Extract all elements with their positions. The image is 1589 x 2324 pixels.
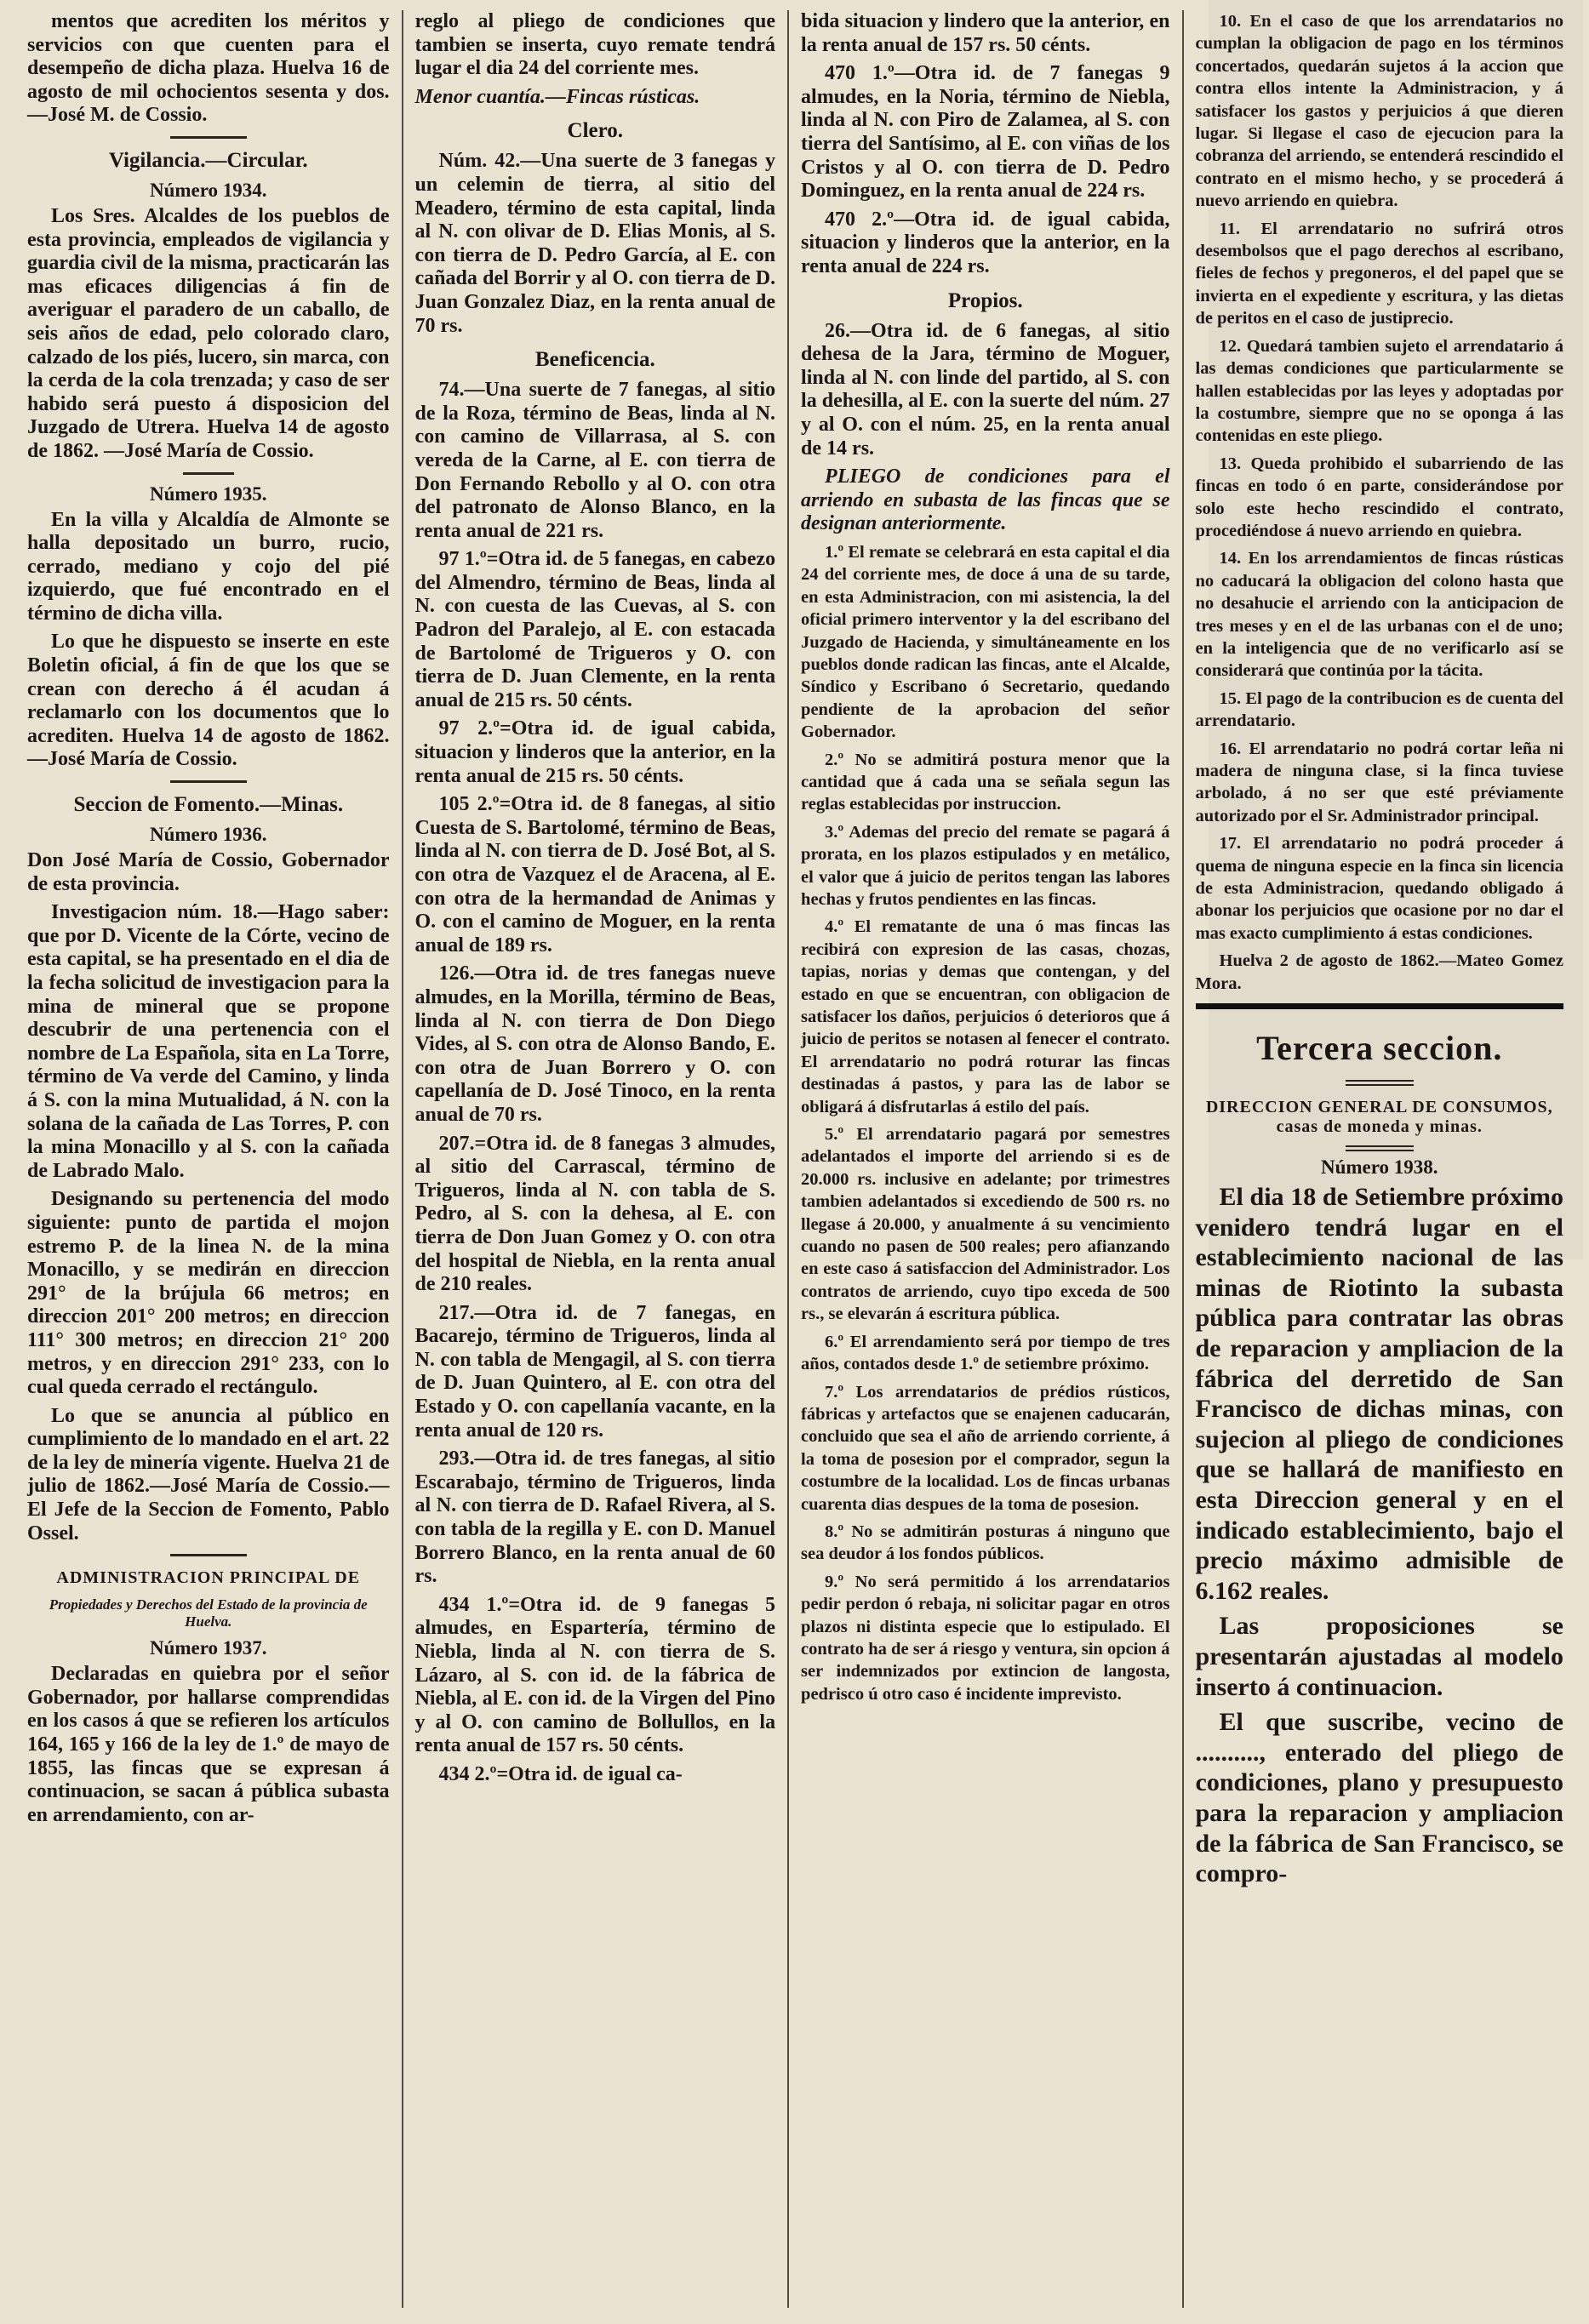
finca-293: 293.—Otra id. de tres fanegas, al sitio Escarabajo, término de Trigueros, linda al N. con tierra de D. Rafael Rivera, al S. con tabla de la regilla y E. con D. Manuel Borrero Blanco, en la renta anual de 60 rs. [414,1448,776,1588]
column-2 [403,10,788,2308]
heading-clero: Clero. [567,119,624,143]
condition-14: 14. En los arrendamientos de fincas rústicas no caducará la obligacion del colono hasta que no desahucie el arriendo con la anticipacion de tres meses y en el de las urbanas con el de uno; en la inteligencia que de no verificarlo así se considerará que continúa por la tácita. [1195,549,1563,681]
heading-propios: Propios. [947,288,1023,312]
finca-434-1: 434 1.º=Otra id. de 9 fanegas 5 almudes, en Espartería, término de Niebla, linda al N. con tierra de S. Lázaro, al S. con id. de la fábrica de Niebla, al E. con id. de la Virgen del Pino y al O. con camino de Bollullos, en la renta anual de 157 rs. 50 cénts. [414,1593,776,1757]
condition-3: 3.º Ademas del precio del remate se pagará á prorata, en los plazos estipulados y en metálico, el valor que á juicio de peritos tengan las labores hechas y frutos pendientes en las fincas. [801,822,1170,909]
finca-217: 217.—Otra id. de 7 fanegas, en Bacarejo, término de Trigueros, linda al N. con tabla de Mengagil, al S. con tierra de D. Juan Quintero, al E. con otra del Estado y O. con capellanía vacante, en la renta anual de 120 rs. [414,1301,776,1442]
notice-1937: Declaradas en quiebra por el señor Gobernador, por hallarse comprendidas en los casos á que se refieren los artículos 164, 165 y 166 de la ley de 1.º de mayo de 1855, las fincas que se expresan á continuacion, se sacan á pública subasta en arrendamiento, con ar- [27,1663,390,1826]
col3-intro: bida situacion y lindero que la anterior, en la renta anual de 157 rs. 50 cénts. [801,10,1170,56]
number-1938: Número 1938. [1320,1156,1438,1179]
condition-4: 4.º El rematante de una ó mas fincas las recibirá con expresion de las casas, chozas, tapias, norias y demas que contengan, y del estado en que se encuentran, con obligacion de satisfacer los daños, perjuicios ó deterioros que á juicio de peritos se notasen al fenecer el contrato. El arrendatario no podrá roturar las fincas destinadas á pastos, y para las de labor se obligará á disfrutarlas á estilo del país. [801,917,1170,1116]
signature-line: Huelva 2 de agosto de 1862.—Mateo Gomez Mora. [1195,951,1563,993]
notice-1935-b: Lo que he dispuesto se inserte en este Boletin oficial, á fin de que los que se crean con derecho á él acudan á reclamarlo con los documentos que lo acrediten. Huelva 14 de agosto de 1862.—José María de Cossio. [27,631,390,771]
condition-6: 6.º El arrendamiento será por tiempo de tres años, contados desde 1.º de setiembre próximo. [801,1332,1170,1374]
section-rule [1196,1003,1563,1009]
finca-470-2: 470 2.º—Otra id. de igual cabida, situacion y linderos que la anterior, en la renta anual de 224 rs. [801,208,1170,277]
double-rule [1346,1145,1414,1151]
column-rule [787,10,789,2308]
condition-7: 7.º Los arrendatarios de prédios rústicos, fábricas y artefactos que se enajenen caducarán, concluido que sea el año de arriendo corriente, á la toma de posesion por el comprador, segun la costumbre de la localidad. Los de fincas urbanas cuarenta dias despues de la toma de posesion. [801,1382,1170,1514]
notice-1934: Los Sres. Alcaldes de los pueblos de esta provincia, empleados de vigilancia y guardia civil de la misma, practicarán las mas eficaces diligencias á fin de averiguar el paradero de un caballo, de seis años de edad, pelo colorado claro, calzado de los piés, lucero, sin marca, con la cerda de la cola trenzada; y caso de ser habido será puesto á disposicion del Juzgado de Utrera. Huelva 14 de agosto de 1862. —José María de Cossio. [27,204,390,462]
menor-cuantia: Menor cuantía.—Fincas rústicas. [414,85,700,108]
number-1934: Número 1934. [149,179,267,201]
column-rule [402,10,403,2308]
notice-1938-b: Las proposiciones se presentarán ajustadas al modelo inserto á continuacion. [1195,1612,1563,1701]
heading-tercera-seccion: Tercera seccion. [1256,1029,1503,1068]
heading-vigilancia: Vigilancia.—Circular. [108,148,308,172]
condition-9: 9.º No será permitido á los arrendatarios pedir perdon ó rebaja, ni solicitar pagar en otros plazos ni distinta especie que lo estipulado. El contrato ha de ser á riesgo y ventura, sin opcion á ser indemnizados por extincion de langosta, pedrisco ú otro caso é incidente imprevisto. [801,1572,1170,1704]
condition-1: 1.º El remate se celebrará en esta capital el dia 24 del corriente mes, de doce á una de su tarde, en esta Administracion, con mi asistencia, la del oficial primero interventor y la del escribano del Juzgado de Hacienda, y simultáneamente en los pueblos donde radican las fincas, ante el Alcalde, Síndico y Escribano ó Secretario, quedando pendiente de la aprobacion del señor Gobernador. [801,542,1170,742]
finca-42: Núm. 42.—Una suerte de 3 fanegas y un celemin de tierra, al sitio del Meadero, término de esta capital, linda al N. con olivar de D. Elias Monis, al S. con tierra de D. Pedro García, al E. con cañada del Borrir y al O. con tierra de D. Juan Gonzalez Diaz, en la renta anual de 70 rs. [414,150,776,337]
finca-207: 207.=Otra id. de 8 fanegas 3 almudes, al sitio del Carrascal, término de Trigueros, linda al N. con tabla de S. Pedro, al S. con la dehesa, al E. con tierra de Don Juan Gomez y O. con otra del hospital de Niebla, en la renta anual de 210 reales. [414,1132,776,1296]
notice-1936-c: Designando su pertenencia del modo siguiente: punto de partida el mojon estremo P. de la linea N. de la mina Monacillo, y se medirán en direccion 291° de la brújula 66 metros; en direccion 201° 200 metros; en direccion 111° 300 metros; en direccion 21° 200 metros, y en direccion 291° 233, con lo cual queda cerrado el rectángulo. [27,1188,390,1399]
finca-97-2: 97 2.º=Otra id. de igual cabida, situacion y linderos que la anterior, en la renta anual de 215 rs. 50 cénts. [414,717,776,787]
column-4 [1184,10,1563,2308]
notice-1938-a: El dia 18 de Setiembre próximo venidero tendrá lugar en el establecimiento nacional de las minas de Riotinto la subasta pública para contratar las obras de reparacion y ampliacion de la fábrica del derretido de San Francisco de dichas minas, con sujecion al pliego de condiciones que se hallará de manifiesto en esta Direccion general y en el indicado establecimiento, bajo el precio máximo admisible de 6.162 reales. [1195,1183,1563,1605]
notice-1935-a: En la villa y Alcaldía de Almonte se halla depositado un burro, rucio, cerrado, mediano y cojo del pié izquierdo, que fué encontrado en el término de dicha villa. [27,508,390,625]
notice-1936-a: Don José María de Cossio, Gobernador de esta provincia. [27,849,390,895]
column-rule [1182,10,1184,2308]
pliego-heading: PLIEGO de condiciones para el arriendo en subasta de las fincas que se designan anteriormente. [801,465,1170,535]
notice-1938-c: El que suscribe, vecino de .........., enterado del pliego de condiciones, plano y presupuesto para la reparacion y ampliacion de la fábrica de San Francisco, se compro- [1195,1708,1563,1888]
heading-beneficencia: Beneficencia. [534,348,655,372]
condition-12: 12. Quedará tambien sujeto el arrendatario á las demas condiciones que particularmente se hallen establecidas por las leyes y adoptadas por la costumbre, siempre que no se oponga á las contenidas en este pliego. [1195,336,1563,446]
finca-434-2: 434 2.º=Otra id. de igual ca- [438,1762,683,1785]
condition-15: 15. El pago de la contribucion es de cuenta del arrendatario. [1195,688,1563,731]
condition-10: 10. En el caso de que los arrendatarios no cumplan la obligacion de pago en los términos concertados, quedarán sujetos á la accion que contra ellos intente la Administracion, y á satisfacer los gastos y perjuicios á que dieren lugar. Si llegase el caso de ejecucion para la cobranza del arriendo, se entenderá rescindido el contrato en el mismo hecho, y se procederá á nuevo arriendo en quiebra. [1195,12,1563,211]
condition-5: 5.º El arrendatario pagará por semestres adelantados el importe del arriendo si es de 20.000 rs. inclusive en adelante; por trimestres tambien adelantados si excediendo de 500 rs. no llegase á 20.000, y anualmente á su vencimiento cuando no pasen de 500 reales; pero afianzando en este caso á satisfaccion del Administrador. Los contratos de arriendo, cuyo tipo exceda de 500 rs., se elevarán á escritura pública. [801,1125,1170,1324]
column-3 [789,10,1181,2308]
heading-administracion-sub: Propiedades y Derechos del Estado de la provincia de Huelva. [49,1596,368,1630]
col2-intro: reglo al pliego de condiciones que tambien se inserta, cuyo remate tendrá lugar el dia 24 del corriente mes. [414,10,776,80]
number-1936: Número 1936. [149,824,267,846]
column-1 [26,10,402,2308]
double-rule [1346,1080,1414,1086]
heading-direccion-general: DIRECCION GENERAL DE CONSUMOS, casas de moneda y minas. [1205,1098,1553,1137]
condition-8: 8.º No se admitirán posturas á ninguno que sea deudor á los fondos públicos. [801,1522,1170,1564]
separator [170,1554,247,1556]
finca-126: 126.—Otra id. de tres fanegas nueve almudes, en la Morilla, término de Beas, linda al N. con tierra de Don Diego Vides, al S. con otra de Alonso Bando, E. con otra de Juan Borrero y O. con capellanía de D. José Tinoco, en la renta anual de 70 rs. [414,962,776,1126]
condition-2: 2.º No se admitirá postura menor que la cantidad que á cada una se señala segun las reglas establecidas por instruccion. [801,750,1170,814]
finca-105: 105 2.º=Otra id. de 8 fanegas, al sitio Cuesta de S. Bartolomé, término de Beas, linda al N. con tierra de D. José Bot, al S. con otra de Vazquez el de Aracena, al E. con otra de la hermandad de Animas y O. con el camino de Moguer, en la renta anual de 189 rs. [414,793,776,956]
condition-13: 13. Queda prohibido el subarriendo de las fincas en todo ó en parte, considerándose por solo este hecho rescindido el contrato, procediéndose á nuevo arriendo en quiebra. [1195,454,1563,540]
number-1935: Número 1935. [149,483,267,505]
finca-97-1: 97 1.º=Otra id. de 5 fanegas, en cabezo del Almendro, término de Beas, linda al N. con cuesta de las Cuevas, al S. con Padron del Paralejo, al E. con estacada de Bartolomé de Trigueros y O. con tierra de D. Juan Clemente, en la renta anual de 215 rs. 50 cénts. [414,548,776,711]
finca-470-1: 470 1.º—Otra id. de 7 fanegas 9 almudes, en la Noria, término de Niebla, linda al N. con Piro de Zalamea, al S. con tierra del Santísimo, al E. con viñas de los Cristos y al O. con tierra de D. Pedro Dominguez, en la renta anual de 224 rs. [801,62,1170,203]
condition-17: 17. El arrendatario no podrá proceder á quema de ninguna especie en la finca sin licencia de esta Administracion, quedando obligado á abonar los perjuicios que ocasione por no dar el mas exacto cumplimiento á estas condiciones. [1195,834,1563,943]
heading-fomento: Seccion de Fomento.—Minas. [73,793,344,817]
heading-administracion: ADMINISTRACION PRINCIPAL DE [56,1568,361,1588]
number-1937: Número 1937. [149,1637,267,1659]
separator [170,780,247,783]
finca-26: 26.—Otra id. de 6 fanegas, al sitio dehesa de la Jara, término de Moguer, linda al N. con linde del partido, al S. con la dehesilla, al E. con la suerte del núm. 27 y al O. con el núm. 25, en la renta anual de 14 rs. [801,319,1170,460]
condition-11: 11. El arrendatario no sufrirá otros desembolsos que el pago derechos al escribano, fieles de fechos y pregoneros, el del papel que se invierta en el expediente y escritura, y las dietas de peritos en el caso de justiprecio. [1195,219,1563,328]
notice-1936-d: Lo que se anuncia al público en cumplimiento de lo mandado en el art. 22 de la ley de minería vigente. Huelva 21 de julio de 1862.—José María de Cossio.—El Jefe de la Seccion de Fomento, Pablo Ossel. [27,1404,390,1545]
columns [26,10,1563,2308]
separator [183,472,234,475]
condition-16: 16. El arrendatario no podrá cortar leña ni madera de ninguna clase, si la finca tuviese arbolado, á no ser que esté préviamente autorizado por el Sr. Administrador principal. [1195,739,1563,825]
notice-1936-b: Investigacion núm. 18.—Hago saber: que por D. Vicente de la Córte, vecino de esta capital, se ha presentado en el dia de la fecha solicitud de investigacion para la mina de mineral que se propone descubrir de una pertenencia con el nombre de La Española, sita en La Torre, término de Va verde del Camino, y linda á S. con la mina Mutualidad, á N. con la solana de la cañada de Las Torres, P. con la mina Monacillo y al S. con la cañada de Labrado Malo. [27,901,390,1182]
separator [170,136,247,139]
col1-intro: mentos que acrediten los méritos y servicios con que cuenten para el desempeño de dicha plaza. Huelva 16 de agosto de mil ochocientos sesenta y dos.—José M. de Cossio. [27,10,390,127]
finca-74: 74.—Una suerte de 7 fanegas, al sitio de la Roza, término de Beas, linda al N. con camino de Villarrasa, al S. con vereda de la Carne, al E. con tierra de Don Fernando Rebollo y al O. con otra del patronato de Alonso Blanco, en la renta anual de 221 rs. [414,379,776,542]
